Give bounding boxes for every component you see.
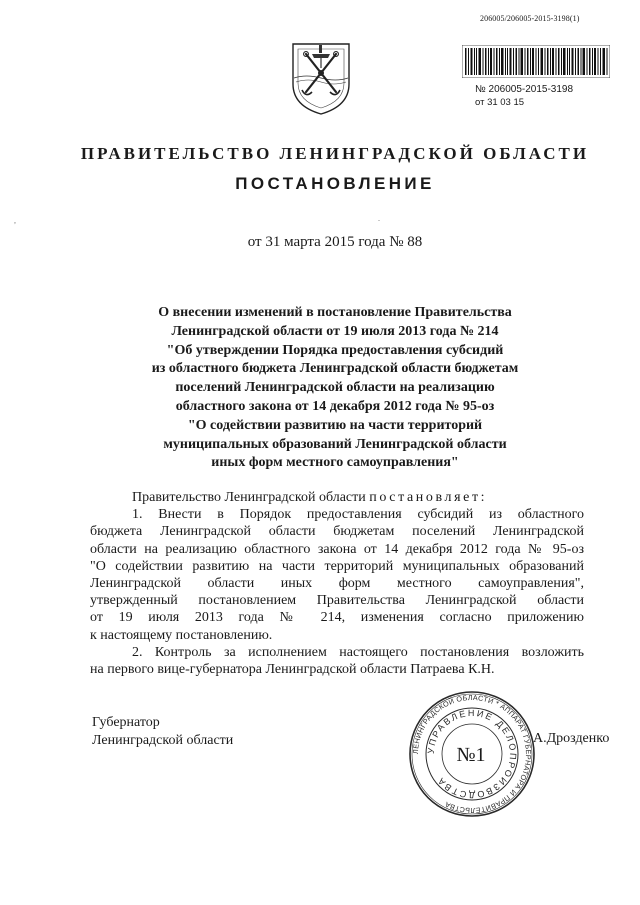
government-title: ПРАВИТЕЛЬСТВО ЛЕНИНГРАДСКОЙ ОБЛАСТИ xyxy=(80,144,590,163)
subject-line: Ленинградской области от 19 июля 2013 года № 214 xyxy=(171,323,499,339)
document-body xyxy=(90,489,584,678)
signer-position-line: Губернатор xyxy=(92,715,160,730)
official-seal-icon xyxy=(407,690,537,818)
signature-block xyxy=(92,714,233,750)
item2-line: 2. Контроль за исполнением настоящего постановления возложить xyxy=(132,644,584,660)
registration-number: № 206005-2015-3198 xyxy=(475,84,574,95)
signer-name: А.Дрозденко xyxy=(533,731,610,746)
document-tracking-code: 206005/206005-2015-3198(1) xyxy=(480,14,580,23)
seal-ring-text: ЛЕНИНГРАДСКОЙ ОБЛАСТИ * АППАРАТ ГУБЕРНАТОРА И ПРАВИТЕЛЬСТВА xyxy=(410,692,534,816)
subject-line: областного закона от 14 декабря 2012 года № 95-оз xyxy=(175,398,495,414)
item1-line: области на реализацию областного закона от 14 декабря 2012 года № 95-оз xyxy=(90,541,584,557)
coat-of-arms-icon xyxy=(290,40,352,116)
subject-line: иных форм местного самоуправления" xyxy=(211,455,459,471)
subject-line: муниципальных образований Ленинградской области xyxy=(163,436,507,452)
subject-line: "Об утверждении Порядка предоставления субсидий xyxy=(166,342,504,358)
document-type-heading: ПОСТАНОВЛЕНИЕ xyxy=(235,174,435,193)
registration-date: от 31 03 15 xyxy=(475,97,525,108)
seal-number: №1 xyxy=(456,744,486,766)
preamble-verb: постановляет: xyxy=(369,490,488,505)
preamble-prefix: Правительство Ленинградской области xyxy=(132,490,366,505)
subject-line: поселений Ленинградской области на реализацию xyxy=(175,380,495,396)
subject-line: из областного бюджета Ленинградской области бюджетам xyxy=(151,361,519,377)
signer-position-line: Ленинградской области xyxy=(92,733,234,748)
item1-line: Ленинградской области иных форм местного самоуправления", xyxy=(90,576,584,592)
item1-line: от 19 июля 2013 года № 214, изменения согласно приложению xyxy=(90,610,584,626)
subject-line: "О содействии развитию на части территорий xyxy=(187,417,483,433)
item1-line: бюджета Ленинградской области бюджетам поселений Ленинградской xyxy=(90,524,584,540)
preamble xyxy=(90,489,584,506)
item1-line: 1. Внести в Порядок предоставления субсидий из областного xyxy=(132,507,584,523)
document-page: 206005/206005-2015-3198(1) № 206005-2015-3198 от 31 03 15 ПРАВИТЕЛЬСТВО ЛЕНИНГРАДСКОЙ ОБЛАСТИ ПОСТАНОВЛЕНИЕ от 31 марта 2015 года № 88 О внесении изменений в постановление Правительства Ленинградской области от 19 июля 2013 года № 214 "Об утверждении Порядка предоставления субсидий из областного бюджета Ленинградской области бюджетам поселений Ленинградской области на реализацию областного закона от 14 декабря 2012 года № 95-оз "О содействии развитию на части территорий муниципальных образований Ленинградской области иных форм местного самоуправления" Правительство Ленинградской области постановляет: 1. Внести в Порядок предоставления субсидий из областного бюджета Ленинградской области бюджетам поселений Ленинградской области на реализацию областного закона от 14 декабря 2012 года № 95-оз "О содействии развитию на части территорий муниципальных образований Ленинградской области иных форм местного самоуправления", утвержденный постановлением Правительства Ленинградской области от 19 июля 2013 года № 214, изменения согласно приложению к настоящему постановлению. 2. Контроль за исполнением настоящего постановления возложить на первого вице-губернатора Ленинградской области Патраева К.Н. Губернатор Ленинградской области ЛЕНИНГРАДСКОЙ ОБЛАСТИ * АППАРАТ ГУБЕРНАТОРА И ПРАВИТЕЛЬСТВА УПРАВЛЕНИЕ ДЕЛОПРОИЗВОДСТВА №1 А.Дрозденко , . xyxy=(0,0,640,905)
seal-inner-text: УПРАВЛЕНИЕ ДЕЛОПРОИЗВОДСТВА xyxy=(425,707,519,801)
document-date-number: от 31 марта 2015 года № 88 xyxy=(247,234,423,250)
item2-line: на первого вице-губернатора Ленинградской области Патраева К.Н. xyxy=(90,662,495,678)
item1-line: к настоящему постановлению. xyxy=(90,627,273,643)
barcode-icon xyxy=(462,45,610,78)
item1-line: "О содействии развитию на части территорий муниципальных образований xyxy=(90,558,584,574)
subject-line: О внесении изменений в постановление Правительства xyxy=(158,305,512,320)
document-subject xyxy=(110,304,560,473)
item1-line: утвержденный постановлением Правительства Ленинградской области xyxy=(90,593,584,609)
